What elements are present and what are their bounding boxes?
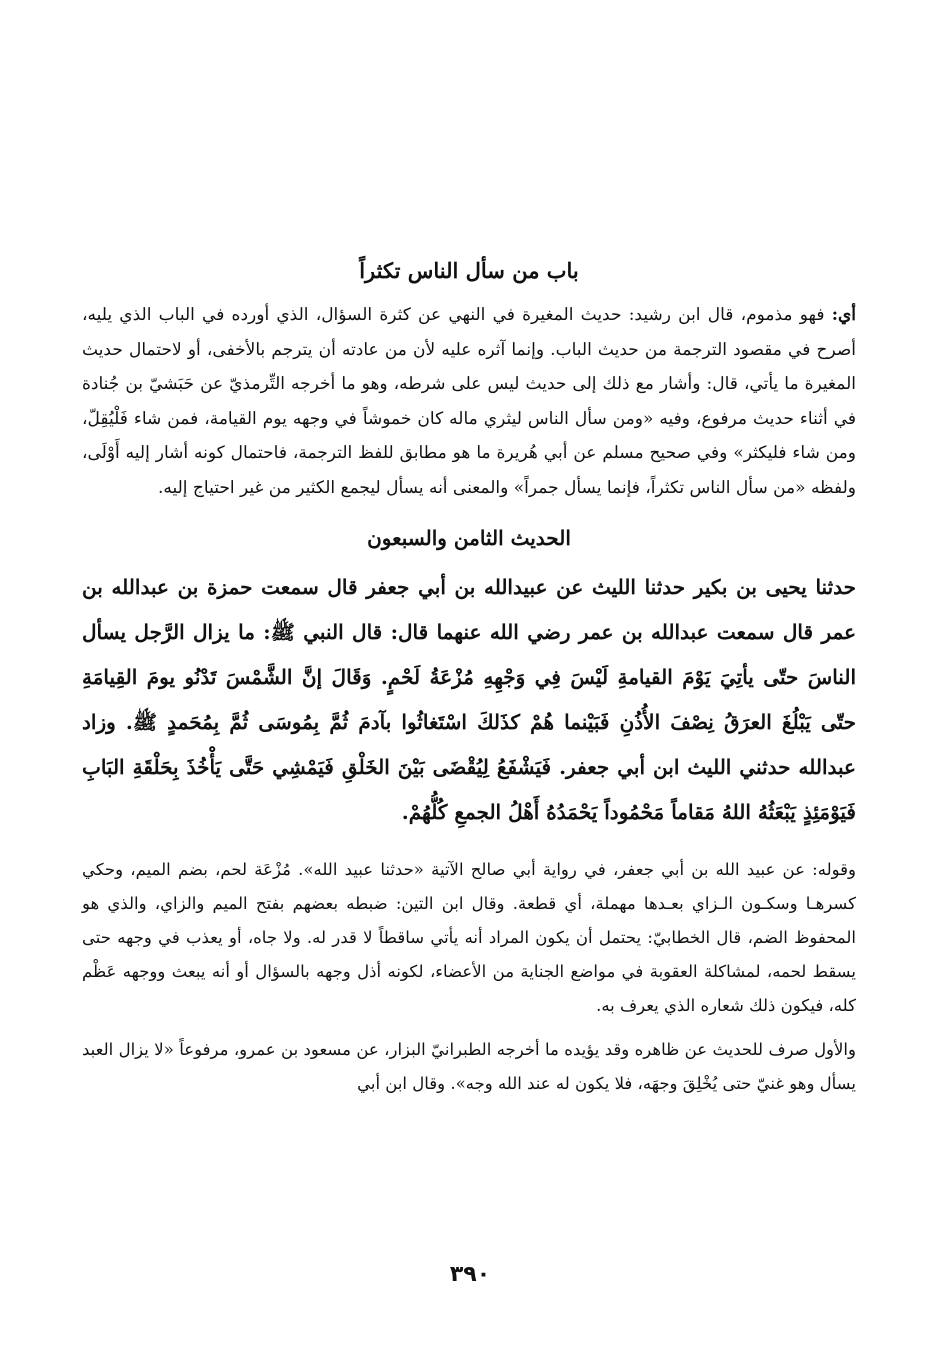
hadith-title: الحديث الثامن والسبعون xyxy=(367,526,571,550)
page-body xyxy=(82,256,856,1101)
hadith-text: حدثنا يحيى بن بكير حدثنا الليث عن عبيدالله بن أبي جعفر قال سمعت حمزة بن عبدالله بن عمر قال سمعت عبدالله بن عمر رضي الله عنهما قال: قال النبي ﷺ: ما يزال الرَّجل يسأل الناسَ حتّى يأتِيَ يَوْمَ القيامةِ لَيْسَ فِي وَجْهِهِ مُزْعَةُ لَحْمٍ. وَقَالَ إنَّ الشَّمْسَ تَدْنُو يومَ القِيامَةِ حتّى يَبْلُغَ العرَقُ نِصْفَ الأُذُنِ فَبَيْنما هُمْ كذَلكَ اسْتَغاثُوا بآدمَ ثُمَّ بِمُوسَى ثُمَّ بِمُحَمدٍ ﷺ. وزاد عبدالله حدثني الليث ابن أبي جعفر. فَيَشْفَعُ لِيُقْضَى بَيْنَ الخَلْقِ فَيَمْشِي حَتَّى يَأْخُذَ بِحَلْقَةِ البَابِ فَيَوْمَئِذٍ يَبْعَثُهُ اللهُ مَقاماً مَحْمُوداً يَحْمَدُهُ أَهْلُ الجمعِ كُلُّهُمْ. xyxy=(82,575,856,824)
chapter-title: باب من سأل الناس تكثراً xyxy=(359,258,579,283)
commentary-paragraph-2: والأول صرف للحديث عن ظاهره وقد يؤيده ما أخرجه الطبرانيّ البزار، عن مسعود بن عمرو، مرفوعاً «لا يزال العبد يسأل وهو غنيّ حتى يُخْلِقَ وجهَه، فلا يكون له عند الله وجه». وقال ابن أبي xyxy=(82,1040,856,1093)
intro-text: فهو مذموم، قال ابن رشيد: حديث المغيرة في النهي عن كثرة السؤال، الذي أورده في الباب الذي يليه، أصرح في مقصود الترجمة من حديث الباب. وإنما آثره عليه لأن من عادته أن يترجم بالأخفى، أو لاحتمال حديث المغيرة ما يأتي، قال: وأشار مع ذلك إلى حديث ليس على شرطه، وهو ما أخرجه التِّرمذيّ عن حَبَشيّ بن جُنادة في أثناء حديث مرفوع، وفيه «ومن سأل الناس ليثري ماله كان خموشاً في وجهه يوم القيامة، فمن شاء فَلْيُقِلّ، ومن شاء فليكثر» وفي صحيح مسلم عن أبي هُريرة ما هو مطابق للفظ الترجمة، فاحتمال كونه أشار إليه أَوْلَى، ولفظه «من سأل الناس تكثراً، فإنما يسأل جمراً» والمعنى أنه يسأل ليجمع الكثير من غير احتياج إليه. xyxy=(82,305,856,498)
intro-paragraph xyxy=(82,298,856,505)
page-number: ٣٩٠ xyxy=(449,1262,491,1287)
commentary-paragraph-1: وقوله: عن عبيد الله بن أبي جعفر، في رواية أبي صالح الآتية «حدثنا عبيد الله». مُزْعَة لحم، بضم الميم، وحكي كسرهـا وسكـون الـزاي بعـدها مهملة، أي قطعة. وقال ابن التين: ضبطه بعضهم بفتح الميم والزاي، والذي هو المحفوظ الضم، قال الخطابيّ: يحتمل أن يكون المراد أنه يأتي ساقطاً لا قدر له. ولا جاه، أو يعذب في وجهه حتى يسقط لحمه، لمشاكلة العقوبة في مواضع الجناية من الأعضاء، لكونه أذل وجهه بالسؤال أو أنه يبعث ووجهه عَظْم كله، فيكون ذلك شعاره الذي يعرف به. xyxy=(82,860,856,1015)
intro-lead: أي: xyxy=(831,305,857,325)
